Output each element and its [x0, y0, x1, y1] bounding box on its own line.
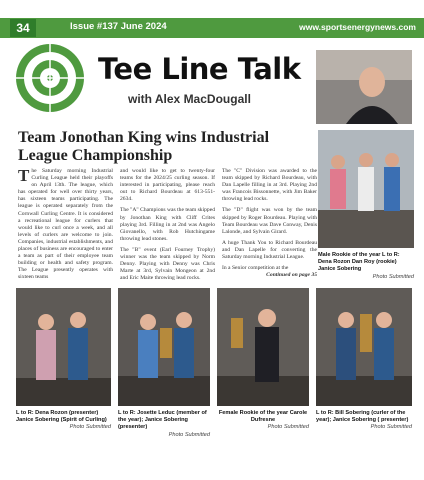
drop-cap: T — [18, 166, 30, 185]
caption-member — [118, 410, 210, 439]
paragraph: The "D" flight was won by the team skipped by Roger Bourdeau. Playing with Team Bourdeau was Dave Conway, Denis Lalonde, and Sylvain Girard. — [222, 207, 317, 235]
continued-note: Continued on page 35 — [266, 272, 317, 279]
photo-credit: Photo Submitted — [267, 424, 309, 431]
caption-text: Male Rookie of the year L to R: Dena Rozon Dan Roy (rookie) Janice Sobering — [318, 252, 400, 273]
spirit-photo — [16, 288, 111, 406]
issue-label: Issue #137 June 2024 — [70, 21, 167, 32]
page-number: 34 — [10, 19, 36, 37]
paragraph: In a Senior competition at the — [222, 265, 289, 272]
author-photo — [316, 50, 412, 124]
column-byline: with Alex MacDougall — [128, 92, 251, 106]
photo-credit: Photo Submitted — [168, 431, 210, 438]
paragraph: The "A" Champions was the team skipped by Jonothan King with Cliff Crites playing 3rd. Filling in at 2nd was Angelo Giovanello, with Rob Hutchingame throwing lead stones. — [120, 207, 215, 242]
paragraph: The "B" event (Earl Fourney Trophy) winner was the team skipped by Norm Denny. Playing with Denny was Chris Marte at 3rd, Sylvain Mongeon at 2nd and Eric Maite throwing lead rocks. — [120, 246, 215, 282]
paragraph: A huge Thank You to Richard Bourdeau and Dan Lapelle for converting the Saturday morning Industrial League. — [222, 239, 317, 261]
paragraph: he Saturday morning Industrial Curling League held their playoffs on April 13th. The league, which has operated for well over thirty years, has sixteen teams participating. The league is operated separately from the Cornwall Curling Centre. It is considered a recreational league for curlers that would like to curl once a week, and all levels of curlers are welcome to join. Companies, industrial establishments, and places of business are encouraged to enter a team as part of their employee team building or health and safety program. The League presently operates with sixteen teams — [18, 168, 113, 281]
female-rookie-photo — [217, 288, 309, 406]
caption-text: Female Rookie of the year Carole Dufresne — [218, 410, 308, 424]
site-url[interactable]: www.sportsenergynews.com — [299, 22, 416, 32]
article-column-1 — [18, 168, 113, 286]
rookie-photo — [318, 130, 414, 248]
caption-spirit — [16, 410, 111, 432]
curling-target-logo — [14, 42, 86, 114]
caption-curler-of-year — [316, 410, 412, 432]
article-column-3 — [222, 168, 317, 279]
photo-credit: Photo Submitted — [69, 424, 111, 431]
caption-rookie — [318, 252, 414, 281]
caption-text: L to R: Bill Sobering (curler of the year); Janice Sobering ( presenter) — [316, 410, 409, 424]
paragraph: and would like to get to twenty-four teams for the 2024/25 curling season. If interested in participating, please reach out to Richard Bourdeau at 613-551-2634. — [120, 168, 215, 203]
caption-text: L to R: Dena Rozon (presenter) Janice Sobering (Spirit of Curling) — [16, 410, 107, 424]
caption-text: L to R: Josette Leduc (member of the year); Janice Sobering (presenter) — [118, 410, 207, 431]
member-photo — [118, 288, 210, 406]
paragraph: The "C" Division was awarded to the team skipped by Richard Bourdeau, with Dan Lapelle filling in at 3rd. Playing 2nd was Francois Bissonnette, with Jim Baker throwing lead rocks. — [222, 168, 317, 203]
caption-female-rookie — [217, 410, 309, 432]
article-column-2 — [120, 168, 215, 286]
photo-credit: Photo Submitted — [372, 273, 414, 280]
photo-credit: Photo Submitted — [370, 424, 412, 431]
article-headline: Team Jonothan King wins Industrial League Championship — [18, 129, 270, 164]
curler-of-year-photo — [316, 288, 412, 406]
column-title: Tee Line Talk — [98, 52, 301, 86]
